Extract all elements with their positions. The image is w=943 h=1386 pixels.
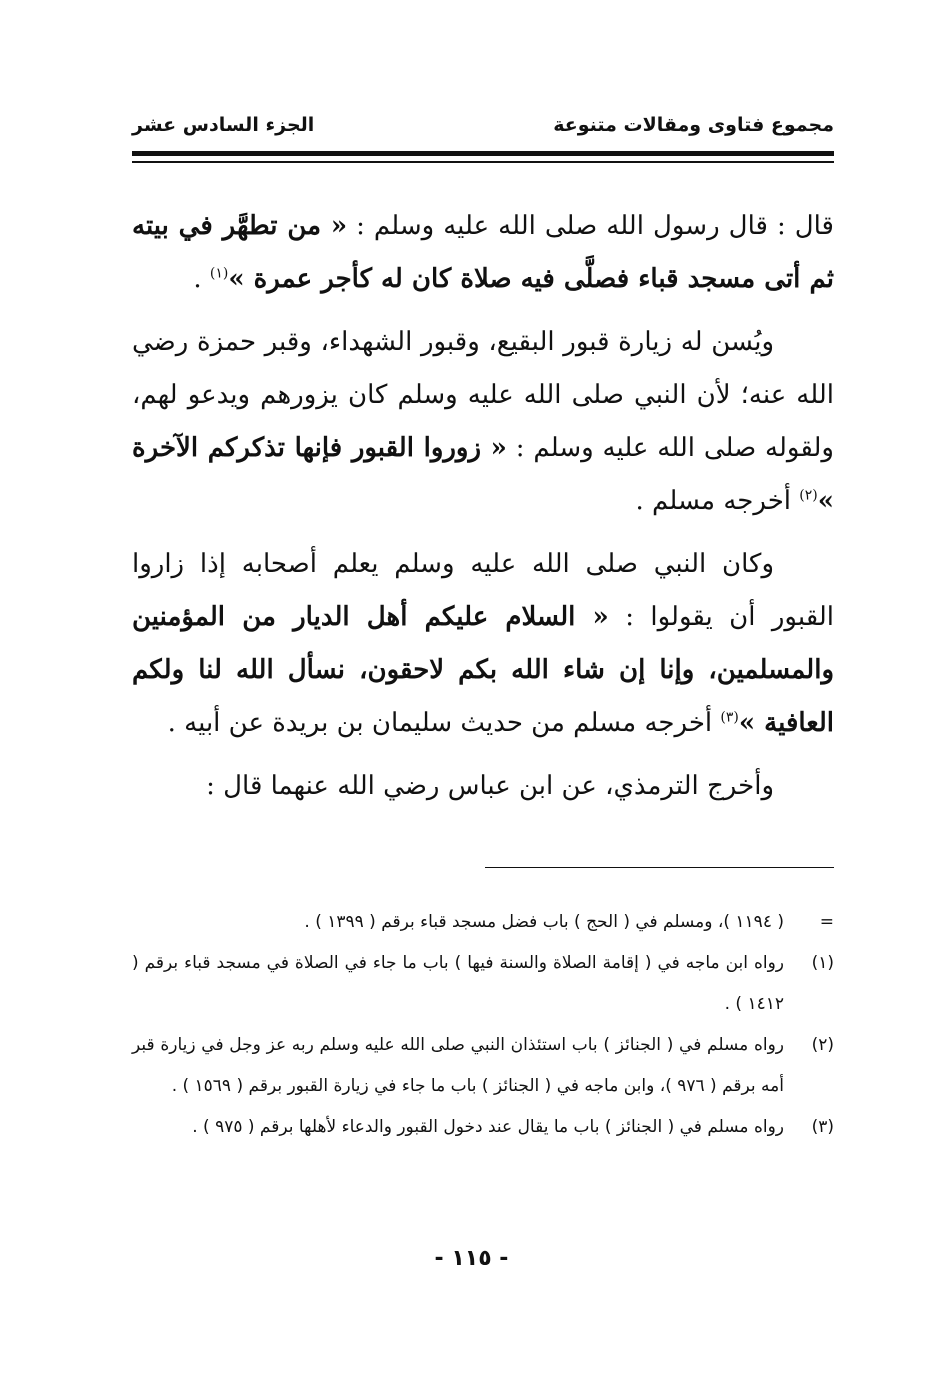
footnote-mark: (١) <box>811 953 834 973</box>
paragraph-1-end: . <box>193 264 210 294</box>
paragraph-2-end: أخرجه مسلم . <box>635 486 800 516</box>
paragraph-2-intro: ويُسن له زيارة قبور البقيع، وقبور الشهداء، وقبر حمزة رضي الله عنه؛ لأن النبي صلى الله عليه وسلم كان يزورهم ويدعو لهم، ولقوله صلى الله عليه وسلم : <box>132 327 834 463</box>
footnote-1 <box>132 943 834 1025</box>
hadith-quote-3: « السلام عليكم أهل الديار من المؤمنين والمسلمين، وإنا إن شاء الله بكم لاحقون، نسأل الله لنا ولكم العافية » <box>132 602 834 738</box>
paragraph-2 <box>132 316 834 528</box>
footnote-continuation <box>132 902 834 943</box>
hadith-quote-1: « من تطهَّر في بيته ثم أتى مسجد قباء فصلَّى فيه صلاة كان له كأجر عمرة » <box>132 211 834 294</box>
header-volume-title: الجزء السادس عشر <box>132 114 315 136</box>
header-rule-thick <box>132 151 834 156</box>
footnote-text: ( ١١٩٤ )، ومسلم في ( الحج ) باب فضل مسجد قباء برقم ( ١٣٩٩ ) . <box>304 912 784 932</box>
hadith-quote-2: « زوروا القبور فإنها تذكركم الآخرة » <box>132 433 834 516</box>
footnote-mark: (٢) <box>811 1035 834 1055</box>
footnote-2 <box>132 1025 834 1107</box>
main-text <box>132 200 834 823</box>
paragraph-1 <box>132 200 834 306</box>
footnotes <box>132 902 834 1148</box>
footnote-separator <box>485 867 834 868</box>
footnote-text: رواه مسلم في ( الجنائز ) باب استئذان النبي صلى الله عليه وسلم ربه عز وجل في زيارة قبر أمه برقم ( ٩٧٦ )، وابن ماجه في ( الجنائز ) باب ما جاء في زيارة القبور برقم ( ١٥٦٩ ) . <box>132 1035 784 1096</box>
footnote-mark: (٣) <box>811 1117 834 1137</box>
paragraph-3-intro: وكان النبي صلى الله عليه وسلم يعلم أصحابه إذا زاروا القبور أن يقولوا : <box>132 549 835 632</box>
header-rule-thin <box>132 161 834 163</box>
page-number: - ١١٥ - <box>434 1246 509 1271</box>
header-book-title: مجموع فتاوى ومقالات متنوعة <box>553 114 834 136</box>
running-header <box>132 114 834 142</box>
footnote-text: رواه ابن ماجه في ( إقامة الصلاة والسنة فيها ) باب ما جاء في الصلاة في مسجد قباء برقم ( ١٤١٢ ) . <box>132 953 784 1014</box>
footnote-ref-3: (٣) <box>720 709 739 726</box>
paragraph-4: وأخرج الترمذي، عن ابن عباس رضي الله عنهما قال : <box>206 771 774 801</box>
footnote-3 <box>132 1107 834 1148</box>
paragraph-1-intro: قال : قال رسول الله صلى الله عليه وسلم : <box>347 211 834 241</box>
footnote-ref-2: (٢) <box>799 487 818 504</box>
footnote-ref-1: (١) <box>209 265 229 282</box>
footnote-mark: = <box>819 912 834 932</box>
paragraph-3-end: أخرجه مسلم من حديث سليمان بن بريدة عن أبيه . <box>167 708 721 738</box>
paragraph-3 <box>132 538 834 750</box>
footnote-text: رواه مسلم في ( الجنائز ) باب ما يقال عند دخول القبور والدعاء لأهلها برقم ( ٩٧٥ ) . <box>192 1117 784 1137</box>
